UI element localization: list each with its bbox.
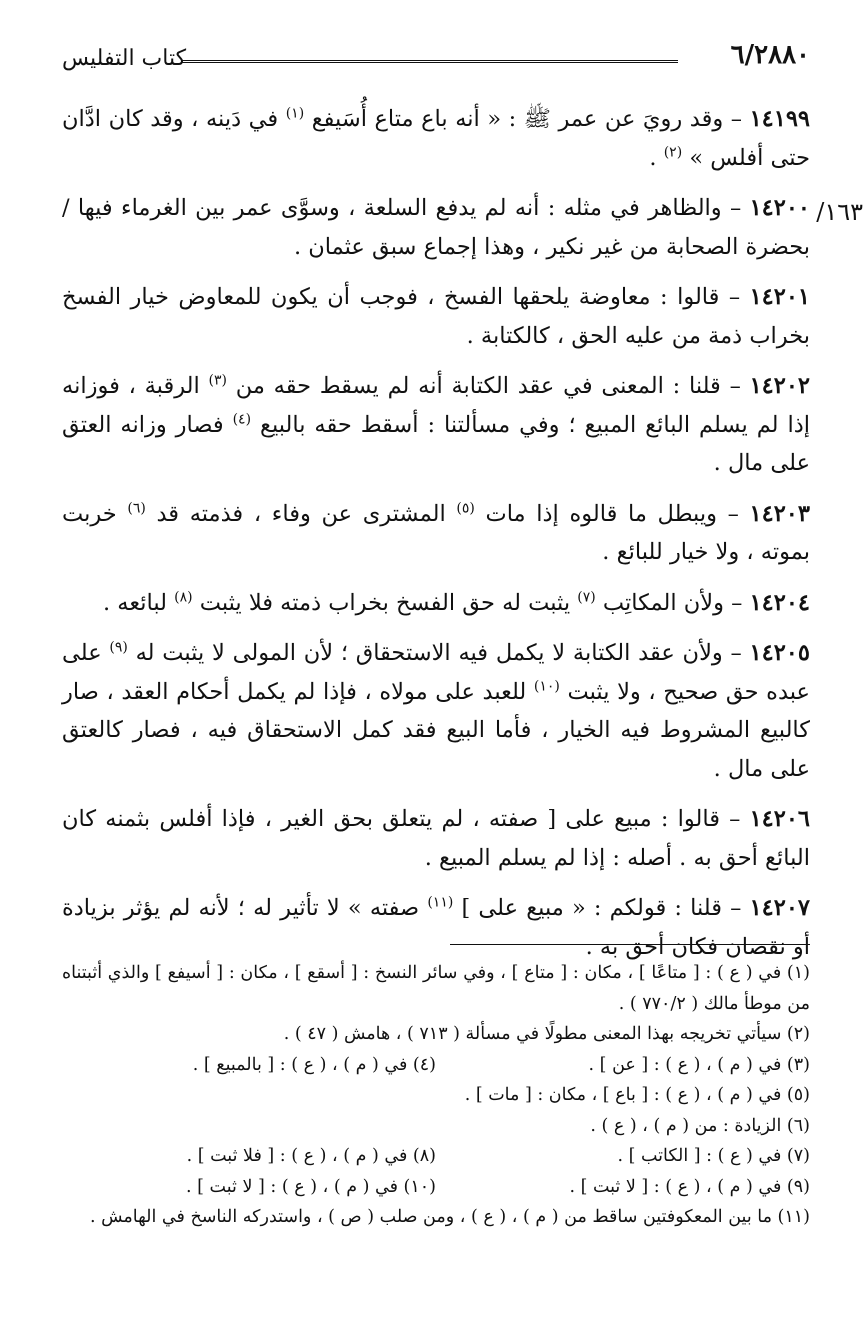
paragraph-14206	[62, 800, 810, 877]
footnote-1: (١) في ( ع ) : [ متاعًا ] ، مكان : [ متاع ] ، وفي سائر النسخ : [ أسقع ] ، مكان : [ أسيفع ] والذي أثبتناه من موطأ مالك ( ٧٧٠/٢ ) .	[62, 963, 810, 1014]
page-number: ٦/٢٨٨٠	[730, 40, 810, 70]
paragraph-number: ١٤٢٠٠	[749, 195, 810, 221]
footnote-5: (٥) في ( م ) ، ( ع ) : [ باع ] ، مكان : [ مات ] .	[464, 1085, 810, 1105]
paragraph-text: – ولأن المكاتِب	[595, 589, 750, 616]
paragraph-text: – ويبطل ما قالوه إذا مات	[474, 500, 750, 527]
paragraph-number: ١٤٢٠٢	[749, 373, 811, 399]
footnote-10: (١٠) في ( م ) ، ( ع ) : [ لا ثبت ] .	[186, 1176, 436, 1197]
paragraph-text: – قلنا : قولكم : « مبيع على ]	[453, 895, 750, 921]
footnote-9: (٩) في ( م ) ، ( ع ) : [ لا ثبت ] .	[569, 1176, 810, 1197]
footnote-7: (٧) في ( ع ) : [ الكاتب ] .	[617, 1146, 810, 1166]
paragraph-text: – ولأن عقد الكتابة لا يكمل فيه الاستحقاق ؛ لأن المولى لا يثبت له	[127, 640, 750, 666]
paragraph-text: – قالوا : مبيع على [ صفته ، لم يتعلق بحق الغير ، فإذا أفلس بثمنه كان البائع أحق به . أصله : إذا لم يسلم المبيع .	[62, 806, 810, 871]
footnote-ref: (٦)	[127, 500, 146, 516]
paragraph-text: .	[649, 144, 664, 171]
paragraph-number: ١٤٢٠١	[749, 284, 810, 310]
paragraph-number: ١٤٢٠٣	[749, 500, 810, 527]
footnote-ref: (٢)	[663, 144, 683, 160]
paragraph-number: ١٤٢٠٧	[749, 895, 810, 921]
paragraph-text: على عبده حق صحيح ، ولا يثبت	[62, 640, 810, 705]
header-rule	[182, 60, 678, 65]
paragraph-number: ١٤٢٠٦	[749, 806, 810, 832]
paragraph-text: خربت بموته ، ولا خيار للبائع .	[62, 500, 810, 565]
footnote-3: (٣) في ( م ) ، ( ع ) : [ عن ] .	[588, 1054, 810, 1075]
footnote-ref: (١٠)	[533, 678, 560, 694]
footnote-ref: (٤)	[232, 411, 252, 427]
footnote-ref: (٩)	[109, 639, 128, 656]
paragraph-number: ١٤١٩٩	[749, 106, 810, 132]
footnote-4: (٤) في ( م ) ، ( ع ) : [ بالمبيع ] .	[192, 1054, 436, 1075]
paragraph-14201	[62, 278, 810, 355]
paragraph-text: للعبد على مولاه ، فإذا لم يكمل أحكام العقد ، صار كالبيع المشروط فيه الخيار ، فأما البيع فقد كمل الاستحقاق فيه ، فصار كالعتق على مال .	[62, 678, 810, 782]
margin-page-reference: ١٦٣/	[816, 198, 863, 226]
paragraph-14202	[62, 367, 810, 483]
paragraph-14207	[62, 889, 810, 966]
paragraph-number: ١٤٢٠٥	[749, 640, 810, 666]
paragraph-14203	[62, 495, 810, 572]
footnote-row	[62, 1172, 810, 1203]
paragraph-text: – قلنا : المعنى في عقد الكتابة أنه لم يسقط حقه من	[226, 373, 750, 399]
footnote-ref: (١١)	[427, 894, 454, 911]
paragraph-14200	[62, 189, 810, 266]
book-title: كتاب التفليس	[62, 46, 187, 71]
paragraph-text: في دَينه ، وقد كان ادَّان حتى أفلس »	[62, 106, 810, 171]
paragraph-text: – وقد رويَ عن عمر ﷺ : « أنه باع متاع أُسَيفع	[304, 106, 750, 132]
paragraph-text: – والظاهر في مثله : أنه لم يدفع السلعة ، وسوَّى عمر بين الغرماء فيها / بحضرة الصحابة من غير نكير ، وهذا إجماع سبق عثمان .	[62, 195, 810, 260]
footnote-ref: (٣)	[208, 372, 227, 389]
footnote-2: (٢) سيأتي تخريجه بهذا المعنى مطولًا في مسألة ( ٧١٣ ) ، هامش ( ٤٧ ) .	[283, 1024, 810, 1044]
paragraph-text: فصار وزانه العتق على مال .	[62, 411, 810, 476]
paragraph-14204	[62, 584, 810, 623]
paragraph-number: ١٤٢٠٤	[749, 589, 810, 616]
paragraph-text: الرقبة ، فوزانه إذا لم يسلم البائع المبيع ؛ وفي مسألتنا : أسقط حقه بالبيع	[62, 373, 810, 438]
footnote-divider	[450, 944, 810, 945]
footnotes	[62, 958, 810, 1233]
footnote-ref: (٥)	[456, 500, 475, 516]
page-header	[62, 40, 810, 84]
main-text	[62, 100, 810, 978]
footnote-11: (١١) ما بين المعكوفتين ساقط من ( م ) ، ( ع ) ، ومن صلب ( ص ) ، واستدركه الناسخ في الهامش .	[89, 1207, 810, 1227]
footnote-8: (٨) في ( م ) ، ( ع ) : [ فلا ثبت ] .	[186, 1146, 436, 1166]
paragraph-text: يثبت له حق الفسخ بخراب ذمته فلا يثبت	[192, 589, 578, 616]
paragraph-text: صفته » لا تأثير له ؛ لأنه لم يؤثر بزيادة أو نقصان فكان أحق به .	[62, 895, 810, 960]
paragraph-text: لبائعه .	[102, 589, 175, 616]
footnote-ref: (٧)	[577, 589, 596, 605]
footnote-6: (٦) الزيادة : من ( م ) ، ( ع ) .	[590, 1115, 810, 1136]
paragraph-text: المشترى عن وفاء ، فذمته قد	[145, 500, 457, 527]
paragraph-text: – قالوا : معاوضة يلحقها الفسخ ، فوجب أن يكون للمعاوض خيار الفسخ بخراب ذمة من عليه الحق ، كالكتابة .	[62, 284, 810, 349]
footnote-ref: (١)	[285, 105, 305, 122]
paragraph-14199	[62, 100, 810, 177]
paragraph-14205	[62, 634, 810, 788]
footnote-row	[62, 1141, 810, 1172]
footnote-row	[62, 1050, 810, 1081]
footnote-ref: (٨)	[174, 589, 193, 605]
